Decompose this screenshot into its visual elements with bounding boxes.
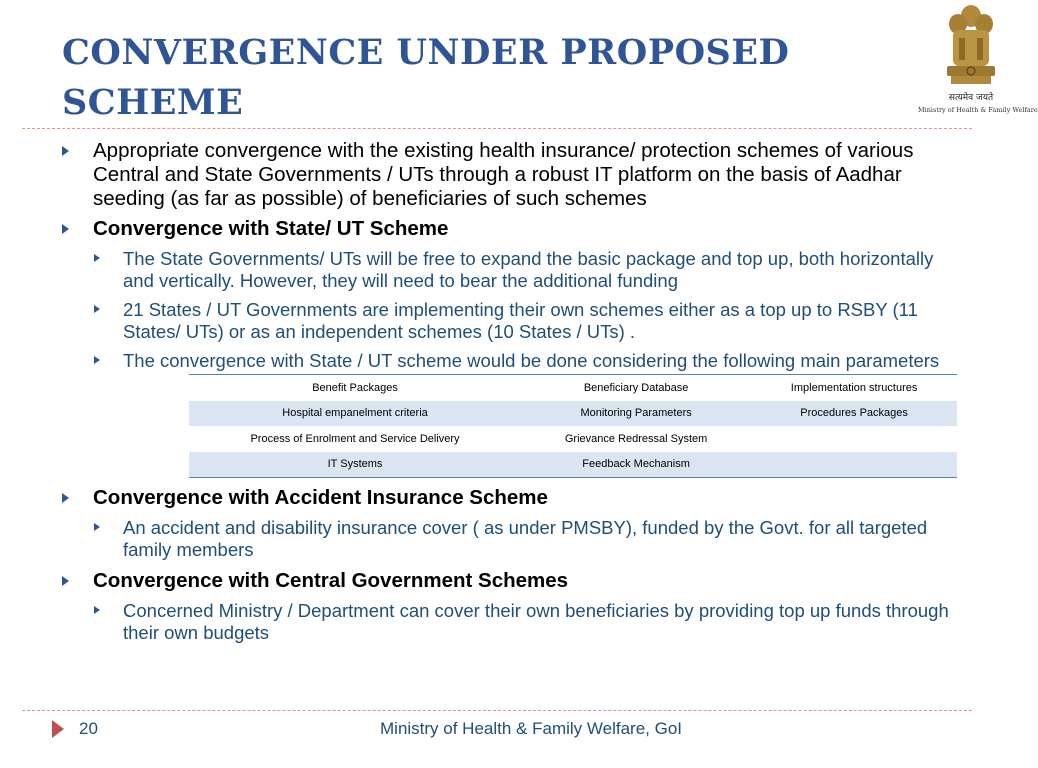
table-cell: Beneficiary Database (521, 375, 751, 401)
bullet-accident-insurance (60, 486, 965, 510)
sub-bullet-arrow-icon (94, 254, 100, 262)
table-row (189, 401, 957, 427)
bullet-arrow-icon (62, 576, 69, 586)
bullet-arrow-icon (62, 224, 69, 234)
sub-bullet-text: Concerned Ministry / Department can cover their own beneficiaries by providing top up funds through their own budgets (123, 600, 949, 643)
bullet-text: Appropriate convergence with the existing health insurance/ protection schemes of various Central and State Governments / UTs through a robust IT platform on the basis of Aadhar seeding (as far as possible) of beneficiaries of such schemes (93, 139, 914, 210)
table-cell: Monitoring Parameters (521, 401, 751, 427)
bullet-heading: Convergence with Accident Insurance Scheme (93, 486, 548, 509)
table-cell: IT Systems (189, 452, 521, 478)
sub-bullet-accident-cover (60, 517, 965, 561)
sub-bullet-arrow-icon (94, 606, 100, 614)
table-cell: Process of Enrolment and Service Delivery (250, 432, 460, 445)
bullet-arrow-icon (62, 493, 69, 503)
header-divider (22, 128, 972, 129)
table-row (189, 452, 957, 478)
table-cell (751, 452, 957, 478)
footer-organization: Ministry of Health & Family Welfare, GoI (380, 719, 682, 738)
slide-body (60, 139, 965, 644)
sub-bullet-arrow-icon (94, 305, 100, 313)
sub-bullet-text: The State Governments/ UTs will be free to expand the basic package and top up, both horizontally and vertically. However, they will need to bear the additional funding (123, 248, 934, 291)
bullet-arrow-icon (62, 146, 69, 156)
footer-divider (22, 710, 972, 711)
sub-bullet-text: The convergence with State / UT scheme would be done considering the following main parameters (123, 350, 940, 371)
table-cell (751, 426, 957, 452)
table-row (189, 426, 957, 452)
parameters-block (123, 374, 965, 478)
page-number: 20 (79, 719, 98, 738)
sub-bullet-arrow-icon (94, 356, 100, 364)
emblem-motto: सत्यमेव जयते (948, 93, 994, 103)
table-cell: Grievance Redressal System (564, 432, 708, 445)
bullet-central-schemes (60, 569, 965, 593)
emblem-icon (941, 2, 1001, 88)
table-cell: Benefit Packages (189, 375, 521, 401)
sub-bullet-expand-package (60, 248, 965, 292)
footer-marker-icon (52, 720, 64, 738)
parameters-table (189, 374, 957, 478)
national-emblem (918, 2, 1038, 120)
table-cell: Procedures Packages (751, 401, 957, 427)
sub-bullet-arrow-icon (94, 523, 100, 531)
bullet-heading: Convergence with State/ UT Scheme (93, 217, 449, 240)
emblem-caption: Ministry of Health & Family Welfare (918, 106, 1038, 114)
table-row (189, 375, 957, 401)
sub-bullet-text: 21 States / UT Governments are implementing their own schemes either as a top up to RSBY (11 States/ UTs) or as an independent schemes (10 States / UTs) . (123, 299, 918, 342)
sub-bullet-ministry-topup (60, 600, 965, 644)
sub-bullet-21-states (60, 299, 965, 343)
bullet-heading: Convergence with Central Government Schemes (93, 569, 569, 592)
bullet-state-ut-scheme (60, 217, 965, 241)
bullet-appropriate-convergence (60, 139, 965, 211)
table-cell: Hospital empanelment criteria (189, 401, 521, 427)
table-cell: Implementation structures (751, 375, 957, 401)
sub-bullet-parameters (60, 350, 965, 372)
sub-bullet-text: An accident and disability insurance cover ( as under PMSBY), funded by the Govt. for all targeted family members (123, 517, 928, 560)
table-cell: Feedback Mechanism (521, 452, 751, 478)
slide-title: CONVERGENCE UNDER PROPOSED SCHEME (62, 32, 790, 123)
